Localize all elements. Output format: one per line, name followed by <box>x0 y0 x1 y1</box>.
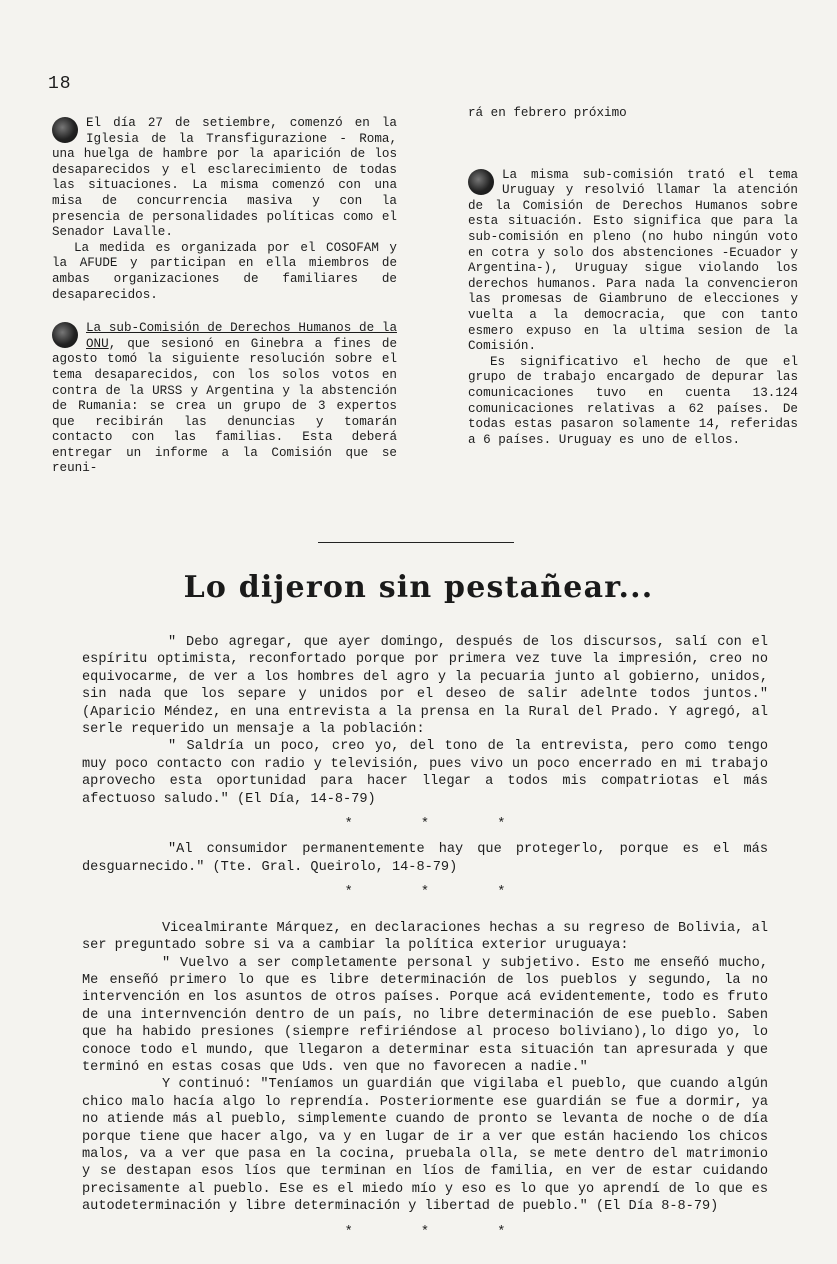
page-number: 18 <box>48 74 72 94</box>
paragraph-subcommission: La sub-Comisión de Derechos Humanos de la ONU, que sesionó en Ginebra a fines de agosto tomó la siguiente resolución sobre el tema desaparecidos, con los solos votos en contra de la URSS y Argentina y la abstención de Rumania: se crea un grupo de 3 expertos que recibirán las denuncias y tomarán contacto con las familias. Esta deberá entregar un informe a la Comisión que se reuni- <box>52 321 397 476</box>
bullet-icon <box>52 117 78 143</box>
spacer <box>82 910 768 920</box>
paragraph-organizers: La medida es organizada por el COSOFAM y la AFUDE y participan en ella miembros de ambas organizaciones de familiares de desaparecidos. <box>52 240 397 302</box>
quote-marquez-continued: Y continuó: "Teníamos un guardián que vigilaba el pueblo, que cuando algún chico malo hacía algo lo reprendía. Posteriormente ese guardián se fue a dormir, ya no atiende más al pueblo, simplemente cuando de pronto se levanta de noche o de día porque tiene que hacer algo, va y en lugar de ir a ver que están haciendo los chicos malos, va a ver que pasa en la cocina, pruebala olla, se mete dentro del matrimonio y se destapan esos líos que terminan en líos de familia, en ver de estar cuidando precisamente al pueblo. Ese es el miedo mío y eso es lo que yo aprendí de lo que es autodeterminación y libre determinación y libertad de pueblo." (El Día 8-8-79) <box>82 1077 768 1215</box>
section-divider <box>318 542 514 543</box>
spacer <box>468 122 798 168</box>
quote-marquez-intro: Vicealmirante Márquez, en declaraciones hechas a su regreso de Bolivia, al ser preguntado sobre si va a cambiar la política exterior uruguaya: <box>82 920 768 954</box>
paragraph-communications: Es significativo el hecho de que el grupo de trabajo encargado de depurar las comunicaciones tuvo en cuenta 13.124 comunicaciones relativas a 62 países. De todas estas pasaron solamente 14, referidas a 6 países. Uruguay es uno de ellos. <box>468 354 798 447</box>
quote-queirolo: "Al consumidor permanentemente hay que protegerlo, porque es el más desguarnecido." (Tte. Gral. Queirolo, 14-8-79) <box>82 842 768 875</box>
bullet-icon <box>52 322 78 348</box>
left-column <box>52 116 397 477</box>
section-headline: Lo dijeron sin pestañear... <box>183 570 654 605</box>
paragraph-uruguay: La misma sub-comisión trató el tema Uruguay y resolvió llamar la atención de la Comisión de Derechos Humanos sobre esta situación. Esto significa que para la sub-comisión en pleno (no hubo ningún voto en cotra y solo dos abstenciones -Ecuador y Argentina-), Uruguay sigue violando los derechos humanos. Para nada la convencieron las promesas de Giambruno de elecciones y vuelta a la democracia, que con tanto esmero expuso en la ultima sesion de la Comisión. <box>468 167 798 354</box>
paragraph-hunger-strike: El día 27 de setiembre, comenzó en la Iglesia de la Transfigurazione - Roma, una huelga de hambre por la aparición de los desaparecidos y el esclarecimiento de todas las situaciones. La misma comenzó con una misa de concurrencia masiva y con la presencia de personalidades políticas como el Senador Lavalle. <box>52 116 397 240</box>
quote-mendez: " Debo agregar, que ayer domingo, después de los discursos, salí con el espíritu optimista, reconfortado porque por primera vez tuve la impresión, creo no equivocarme, de ver a los hombres del agro y la pecuaria junto al gobierno, unidos, sin nada que los separe y unidos por el deseo de salir adelnte todos juntos." (Aparicio Méndez, en una entrevista a la prensa en la Rural del Prado. Y agregó, al serle requerido un mensaje a la población: <box>82 635 768 738</box>
quotes-section <box>82 634 768 1249</box>
spacer <box>52 303 397 321</box>
right-column <box>468 106 798 448</box>
subcommission-heading: La sub-Comisión de Derechos Humanos de la ONU <box>86 321 397 351</box>
quote-marquez: " Vuelvo a ser completamente personal y subjetivo. Esto me enseñó mucho, Me enseñó primero lo que es libre determinación de los pueblos y segundo, la no intervención en los asuntos de otros países. Porque acá evidentemente, todo es fruto de una internvención dentro de un país, no libre determinación de ese pueblo. Saben que ha habido presiones (siempre refiriéndose al proceso boliviano),lo digo yo, lo conoce todo el mundo, que llegaron a determinar esta situación tan apresurada y que terminó en estas cosas que Uds. ven que no favorecen a nadie." <box>82 955 768 1075</box>
bullet-icon <box>468 169 494 195</box>
section-separator-stars: * * * <box>344 1224 536 1240</box>
section-separator-stars: * * * <box>344 885 536 901</box>
quote-mendez-message: " Saldría un poco, creo yo, del tono de la entrevista, pero como tengo muy poco contacto con radio y televisión, pues vivo un poco encerrado en mi trabajo aprovecho esta oportunidad para hacer llegar a todos mis compatriotas el más afectuoso saludo." (El Día, 14-8-79) <box>82 739 768 807</box>
section-separator-stars: * * * <box>344 817 536 833</box>
paragraph-continuation: rá en febrero próximo <box>468 106 627 120</box>
